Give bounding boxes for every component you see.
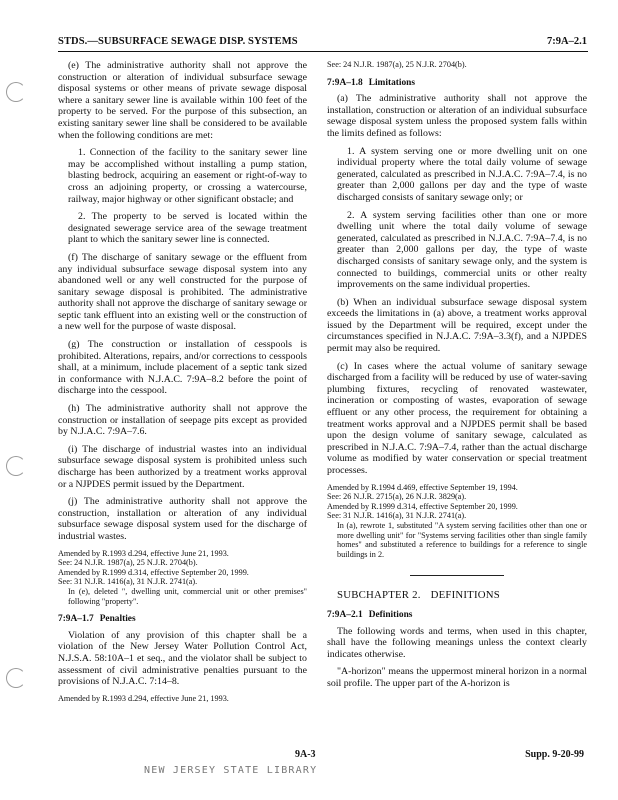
library-stamp: NEW JERSEY STATE LIBRARY: [144, 765, 318, 776]
page-number: 9A-3: [295, 749, 316, 760]
section-heading-1-7: [58, 614, 307, 626]
source-note: See: 26 N.J.R. 2715(a), 26 N.J.R. 3829(a).: [327, 492, 467, 502]
section-heading-1-8: [327, 78, 587, 90]
paragraph-g: (g) The construction or installation of cesspools is prohibited. Alterations, repairs, and/or corrections to cesspools shall, at a minimum, include placement of a septic tank sized in conformance with N.J.A.C. 7:9A–8.2 before the point of discharge into the cesspool.: [58, 339, 307, 397]
source-note: See: 24 N.J.R. 1987(a), 25 N.J.R. 2704(b).: [58, 558, 198, 568]
amendment-note: In (a), rewrote 1, substituted "A system serving facilities other than one or more dwelling unit" for "Systems serving facilities other than single family homes" and substituted a reference to buildings for a reference to single buildings in 2.: [337, 520, 587, 559]
supplement-date: Supp. 9-20-99: [525, 749, 584, 760]
subchapter-title: DEFINITIONS: [430, 589, 500, 602]
source-note: See: 24 N.J.R. 1987(a), 25 N.J.R. 2704(b).: [327, 60, 467, 69]
binder-hole-icon: [6, 668, 26, 688]
paragraph-e: (e) The administrative authority shall not approve the construction or alteration of individual subsurface sewage disposal systems or other means of private sewage disposal where a sanitary sewer line is available within 100 feet of the property to be served. For the purpose of this subsection, an existing sanitary sewer line shall be considered to be available when the following conditions are met:: [58, 60, 307, 141]
section-title: Definitions: [368, 609, 413, 620]
source-note: Amended by R.1993 d.294, effective June 21, 1993.: [58, 548, 229, 558]
header-rule: [58, 51, 588, 52]
paragraph-j: (j) The administrative authority shall not approve the construction, installation or alteration of any individual subsurface sewage disposal system used for the discharge of industrial wastes.: [58, 496, 307, 542]
paragraph-a-2: 2. A system serving facilities other than one or more dwelling unit where the total daily volume of sewage generated, calculated as prescribed in N.J.A.C. 7:9A–7.4, is no greater than 2,000 gallons per day, the type of waste discharged consists of sanitary sewage only, and the system is connected to buildings, commercial units or other realty improvements on the same individual properties.: [337, 209, 587, 291]
section-number: 7:9A–2.1: [327, 609, 363, 620]
amendment-note: In (e), deleted ", dwelling unit, commercial unit or other premises" following "property".: [68, 586, 307, 606]
paragraph-penalties: Violation of any provision of this chapter shall be a violation of the New Jersey Water Pollution Control Act, N.J.S.A. 58:10A–1 et seq., and the violator shall be subject to assessment of civil administrative penalties pursuant to the provisions of N.J.A.C. 7:14–8.: [58, 629, 307, 688]
subchapter-heading: [327, 590, 587, 602]
paragraph-e-2: 2. The property to be served is located within the designated sewerage service area of the sewage treatment plant to which the sanitary sewer line is connected.: [68, 211, 307, 246]
right-column: [327, 60, 587, 696]
source-note: Amended by R.1999 d.314, effective September 20, 1999.: [327, 501, 518, 511]
paragraph-f: (f) The discharge of sanitary sewage or the effluent from any individual subsurface sewage disposal system into any abandoned well or any well constructed for the purpose of sanitary sewage disposal is prohibited. The administrative authority shall not approve the discharge of sanitary sewage or septic tank effluent into an existing well or the construction of a new well for the purpose of waste disposal.: [58, 251, 307, 333]
paragraph-a: (a) The administrative authority shall not approve the installation, construction or alteration of an individual subsurface sewage disposal system unless the proposed system falls within the limits defined as follows:: [327, 93, 587, 139]
subchapter-label: SUBCHAPTER 2.: [337, 589, 421, 602]
section-divider: [410, 575, 504, 576]
paragraph-e-1: 1. Connection of the facility to the sanitary sewer line may be accomplished without installing a pump station, blasting bedrock, acquiring an easement or right-of-way to cross an adjoining property, or crossing a watercourse, railway, major highway or other significant obstacle; and: [68, 147, 307, 205]
paragraph-a-horizon: "A-horizon" means the uppermost mineral horizon in a normal soil profile. The upper part of the A-horizon is: [327, 666, 587, 689]
running-header-title: STDS.—SUBSURFACE SEWAGE DISP. SYSTEMS: [58, 36, 298, 47]
section-heading-2-1: [327, 610, 587, 622]
paragraph-b: (b) When an individual subsurface sewage disposal system exceeds the limitations in (a) above, a treatment works approval issued by the Department will be required, except under the circumstances specified in N.J.A.C. 7:9A–3.3(f), and a NJPDES permit may also be required.: [327, 296, 587, 355]
paragraph-a-1: 1. A system serving one or more dwelling unit on one individual property where the total daily volume of sewage generated, calculated as prescribed in N.J.A.C. 7:9A–7.4, is no greater than 2,000 gallons per day and the type of waste discharged consists of sanitary sewage only; or: [337, 145, 587, 203]
source-note: Amended by R.1993 d.294, effective June 21, 1993.: [58, 693, 229, 703]
source-note: See: 31 N.J.R. 1416(a), 31 N.J.R. 2741(a).: [327, 511, 467, 521]
paragraph-c: (c) In cases where the actual volume of sanitary sewage discharged from a facility will be reduced by use of water-saving plumbing fixtures, recycling of renovated wastewater, incineration or composting of wastes, evaporation of sewage effluent or any other process, the requirement for obtaining a treatment works approval and a NJPDES permit shall be based upon the design volume of sanitary sewage, calculated as prescribed in N.J.A.C. 7:9A–7.4, rather than the actual discharge volume as modified by water conservation or special treatment processes.: [327, 360, 587, 476]
paragraph-i: (i) The discharge of industrial wastes into an individual subsurface sewage disposal system is prohibited unless such discharge has been authorized by a treatment works approval or a NJPDES permit issued by the Department.: [58, 443, 307, 490]
binder-hole-icon: [6, 82, 26, 102]
section-number: 7:9A–1.7: [58, 614, 94, 625]
source-note: Amended by R.1999 d.314, effective September 20, 1999.: [58, 567, 249, 577]
section-number: 7:9A–1.8: [327, 77, 363, 88]
section-title: Limitations: [368, 77, 416, 88]
paragraph-definitions-intro: The following words and terms, when used in this chapter, shall have the following meanings unless the context clearly indicates otherwise.: [327, 625, 587, 660]
binder-hole-icon: [6, 456, 26, 476]
running-header-section: 7:9A–2.1: [547, 36, 587, 47]
left-column: [58, 60, 307, 703]
source-note: Amended by R.1994 d.469, effective September 19, 1994.: [327, 482, 518, 492]
source-note: See: 31 N.J.R. 1416(a), 31 N.J.R. 2741(a).: [58, 577, 198, 587]
section-title: Penalties: [99, 614, 136, 625]
paragraph-h: (h) The administrative authority shall not approve the construction or installation of seepage pits except as provided by N.J.A.C. 7:9A–7.6.: [58, 403, 307, 438]
